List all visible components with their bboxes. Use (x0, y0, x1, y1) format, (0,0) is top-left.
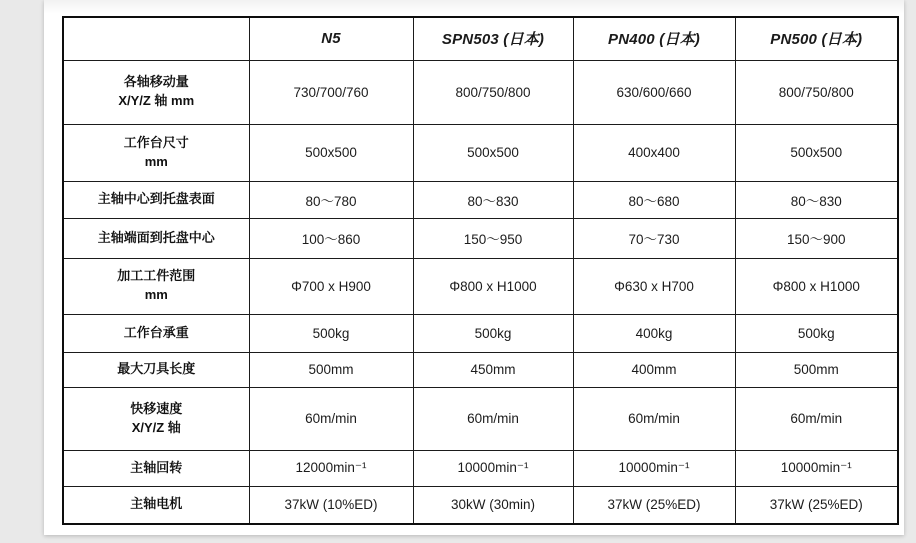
cell-value: Φ700 x H900 (249, 258, 413, 314)
cell-value: 500kg (413, 314, 573, 352)
table-row-table-size (63, 124, 898, 181)
column-header-spn503: SPN503 (日本) (413, 17, 573, 60)
row-label-line2: X/Y/Z 轴 mm (118, 93, 195, 108)
cell-value: 30kW (30min) (413, 486, 573, 524)
cell-value: 400kg (573, 314, 735, 352)
cell-value: 150～950 (413, 218, 573, 258)
row-label (63, 181, 249, 218)
row-label-line1: 最大刀具长度 (117, 361, 196, 377)
table-row-spindle-speed (63, 450, 898, 486)
cell-value: Φ630 x H700 (573, 258, 735, 314)
cell-value: 10000min⁻¹ (413, 450, 573, 486)
cell-value: 100～860 (249, 218, 413, 258)
row-label-line2: mm (144, 153, 168, 169)
cell-value: 500kg (735, 314, 898, 352)
cell-value: 80～830 (735, 181, 898, 218)
row-label-line1: 主轴电机 (130, 496, 183, 512)
header-empty-cell (63, 17, 249, 60)
cell-value: 60m/min (249, 387, 413, 450)
cell-value: 500x500 (413, 124, 573, 181)
row-label-line1: 主轴中心到托盘表面 (97, 191, 215, 207)
cell-value: 500x500 (249, 124, 413, 181)
cell-value: 37kW (25%ED) (735, 486, 898, 524)
cell-value: 12000min⁻¹ (249, 450, 413, 486)
row-label (63, 218, 249, 258)
cell-value: 80～680 (573, 181, 735, 218)
cell-value: 500x500 (735, 124, 898, 181)
row-label-line1: 工作台尺寸 (123, 134, 189, 150)
cell-value: 150～900 (735, 218, 898, 258)
row-label-line2: X/Y/Z 轴 (131, 419, 181, 435)
row-label (63, 60, 249, 124)
cell-value: Φ800 x H1000 (735, 258, 898, 314)
column-header-pn400: PN400 (日本) (573, 17, 735, 60)
row-label-line1: 各轴移动量 (123, 74, 189, 90)
row-label (63, 314, 249, 352)
row-label-line1: 主轴回转 (130, 459, 183, 475)
cell-value: 80～830 (413, 181, 573, 218)
column-header-n5: N5 (249, 17, 413, 60)
header-row (63, 17, 898, 60)
cell-value: 450mm (413, 352, 573, 387)
cell-value: 500mm (249, 352, 413, 387)
row-label (63, 352, 249, 387)
cell-value: 60m/min (735, 387, 898, 450)
cell-value: 10000min⁻¹ (573, 450, 735, 486)
cell-value: 37kW (10%ED) (249, 486, 413, 524)
spec-comparison-table (62, 16, 899, 525)
cell-value: 60m/min (573, 387, 735, 450)
row-label (63, 124, 249, 181)
cell-value: 60m/min (413, 387, 573, 450)
cell-value: 80～780 (249, 181, 413, 218)
table-row-table-load (63, 314, 898, 352)
table-row-max-tool-length (63, 352, 898, 387)
table-row-spindle-center-to-pallet-surface (63, 181, 898, 218)
row-label (63, 450, 249, 486)
column-header-pn500: PN500 (日本) (735, 17, 898, 60)
cell-value: Φ800 x H1000 (413, 258, 573, 314)
row-label (63, 387, 249, 450)
row-label (63, 486, 249, 524)
row-label-line1: 主轴端面到托盘中心 (97, 229, 215, 245)
row-label (63, 258, 249, 314)
row-label-line1: 工作台承重 (123, 324, 189, 340)
table-row-spindle-motor (63, 486, 898, 524)
cell-value: 630/600/660 (573, 60, 735, 124)
cell-value: 37kW (25%ED) (573, 486, 735, 524)
cell-value: 10000min⁻¹ (735, 450, 898, 486)
row-label-line2: mm (144, 287, 168, 302)
table-row-spindle-face-to-pallet-center (63, 218, 898, 258)
row-label-line1: 加工工件范围 (117, 268, 196, 284)
cell-value: 70～730 (573, 218, 735, 258)
cell-value: 400mm (573, 352, 735, 387)
cell-value: 800/750/800 (735, 60, 898, 124)
table-row-axis-travel (63, 60, 898, 124)
table-row-rapid-speed (63, 387, 898, 450)
row-label-line1: 快移速度 (130, 400, 183, 416)
cell-value: 400x400 (573, 124, 735, 181)
cell-value: 730/700/760 (249, 60, 413, 124)
cell-value: 500kg (249, 314, 413, 352)
cell-value: 500mm (735, 352, 898, 387)
cell-value: 800/750/800 (413, 60, 573, 124)
table-row-workpiece-range (63, 258, 898, 314)
